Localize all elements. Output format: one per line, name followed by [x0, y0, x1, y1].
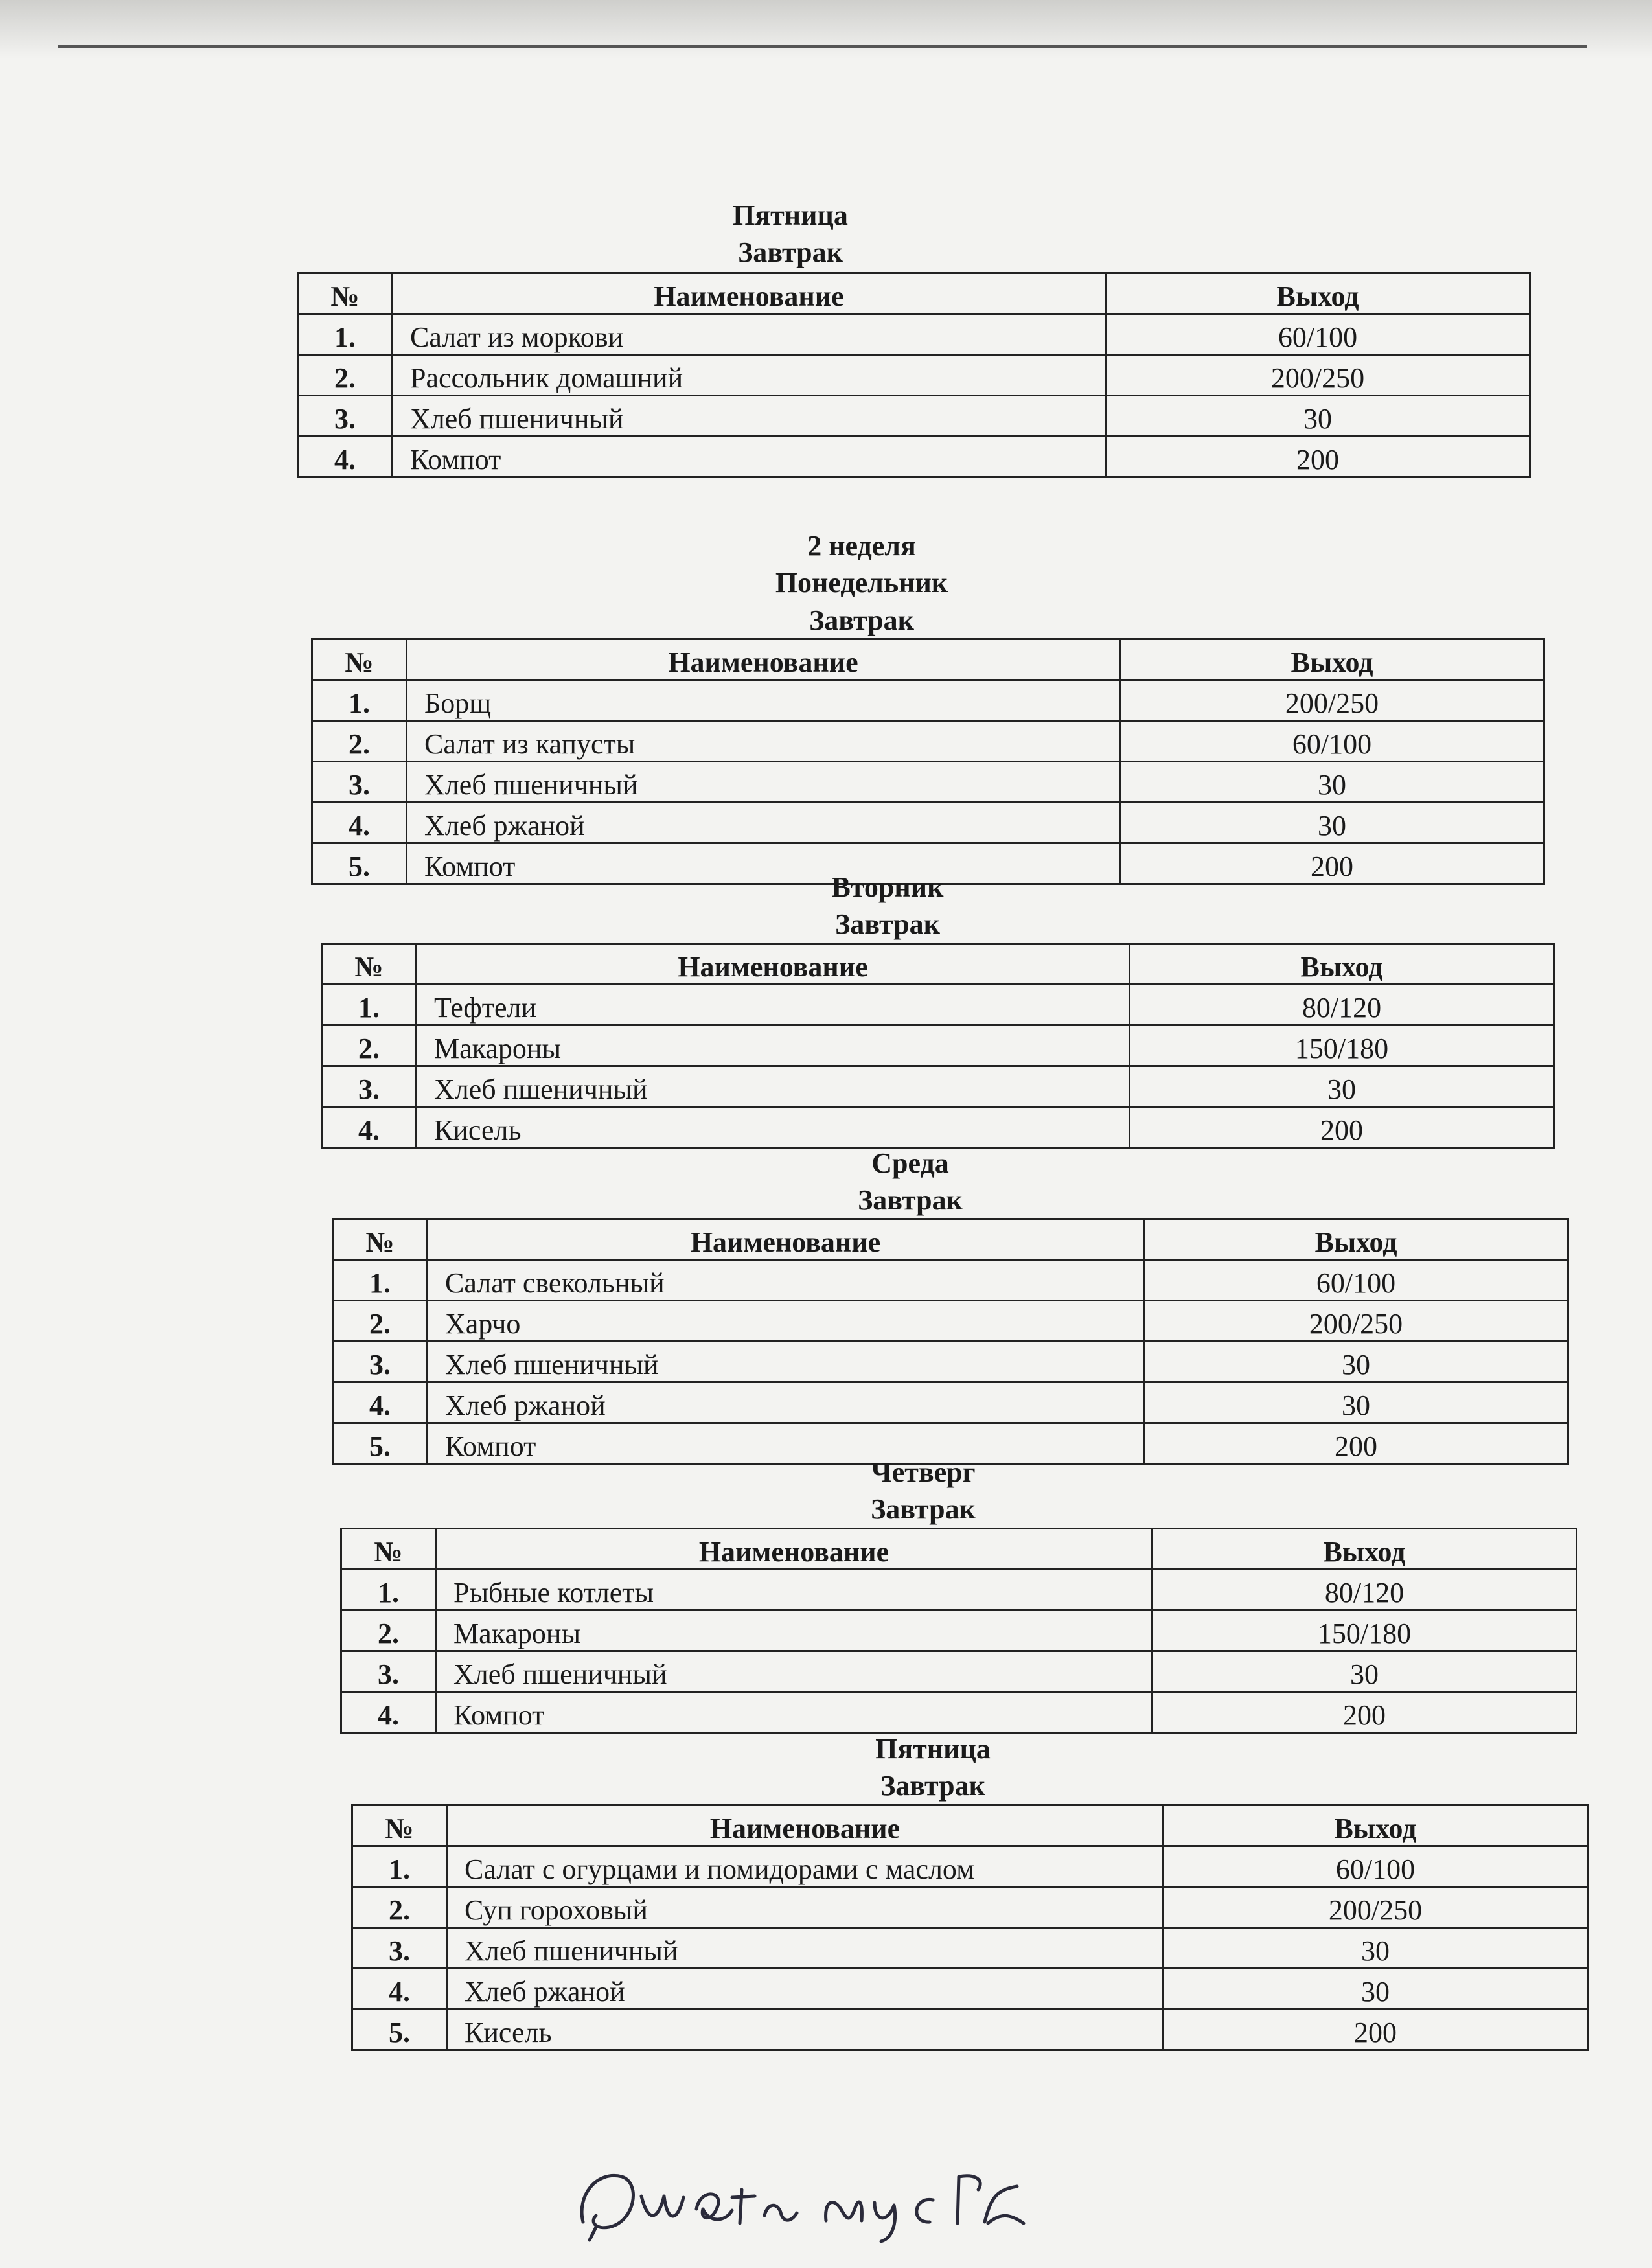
row-name: Хлеб ржаной	[447, 1969, 1164, 2010]
scan-edge-shadow	[0, 0, 1652, 58]
row-name: Рыбные котлеты	[436, 1570, 1153, 1610]
row-output: 80/120	[1153, 1570, 1577, 1610]
row-name: Рассольник домашний	[393, 355, 1106, 396]
row-output: 30	[1106, 396, 1530, 437]
meal-title: Завтрак	[880, 1770, 985, 1802]
col-header-num: №	[333, 1219, 428, 1260]
meal-title: Завтрак	[858, 1184, 963, 1216]
table-row	[352, 1846, 1588, 1887]
row-output: 200	[1120, 843, 1544, 884]
row-num: 4.	[298, 437, 393, 477]
row-output: 150/180	[1130, 1025, 1554, 1066]
table-row	[333, 1342, 1568, 1382]
row-name: Харчо	[428, 1301, 1144, 1342]
col-header-num: №	[341, 1529, 436, 1570]
col-header-output: Выход	[1144, 1219, 1568, 1260]
row-output: 200	[1153, 1692, 1577, 1733]
menu-table	[311, 638, 1545, 885]
row-name: Компот	[407, 843, 1120, 884]
row-output: 30	[1144, 1382, 1568, 1423]
row-name: Компот	[428, 1423, 1144, 1464]
table-row	[312, 803, 1544, 843]
row-num: 4.	[341, 1692, 436, 1733]
row-name: Хлеб пшеничный	[436, 1651, 1153, 1692]
row-num: 4.	[333, 1382, 428, 1423]
row-name: Хлеб ржаной	[428, 1382, 1144, 1423]
table-header-row	[298, 273, 1530, 314]
table-header-row	[322, 944, 1554, 985]
col-header-output: Выход	[1153, 1529, 1577, 1570]
row-num: 3.	[333, 1342, 428, 1382]
row-output: 200	[1130, 1107, 1554, 1148]
col-header-num: №	[322, 944, 417, 985]
row-num: 2.	[352, 1887, 447, 1928]
row-num: 3.	[352, 1928, 447, 1969]
row-name: Хлеб пшеничный	[407, 762, 1120, 803]
table-row	[333, 1382, 1568, 1423]
meal-title: Завтрак	[809, 604, 914, 636]
row-output: 30	[1164, 1928, 1588, 1969]
col-header-output: Выход	[1120, 639, 1544, 680]
table-row	[322, 985, 1554, 1025]
row-num: 2.	[322, 1025, 417, 1066]
row-output: 200/250	[1164, 1887, 1588, 1928]
row-name: Компот	[393, 437, 1106, 477]
row-num: 1.	[298, 314, 393, 355]
meal-title: Завтрак	[738, 236, 843, 268]
table-row	[352, 2010, 1588, 2050]
row-name: Хлеб пшеничный	[417, 1066, 1130, 1107]
row-output: 30	[1120, 803, 1544, 843]
row-num: 5.	[333, 1423, 428, 1464]
table-header-row	[352, 1805, 1588, 1846]
row-name: Хлеб ржаной	[407, 803, 1120, 843]
day-title: Четверг	[871, 1456, 976, 1488]
table-row	[352, 1928, 1588, 1969]
row-num: 5.	[352, 2010, 447, 2050]
row-output: 30	[1144, 1342, 1568, 1382]
row-output: 60/100	[1106, 314, 1530, 355]
day-title: Понедельник	[775, 567, 948, 599]
row-name: Хлеб пшеничный	[393, 396, 1106, 437]
row-output: 200/250	[1106, 355, 1530, 396]
table-row	[298, 314, 1530, 355]
menu-table	[297, 272, 1531, 478]
row-output: 60/100	[1144, 1260, 1568, 1301]
col-header-name: Наименование	[393, 273, 1106, 314]
row-output: 200	[1106, 437, 1530, 477]
row-output: 200/250	[1144, 1301, 1568, 1342]
col-header-name: Наименование	[436, 1529, 1153, 1570]
table-row	[322, 1066, 1554, 1107]
table-row	[298, 355, 1530, 396]
row-name: Салат с огурцами и помидорами с маслом	[447, 1846, 1164, 1887]
col-header-output: Выход	[1164, 1805, 1588, 1846]
row-name: Борщ	[407, 680, 1120, 721]
col-header-name: Наименование	[407, 639, 1120, 680]
row-num: 1.	[352, 1846, 447, 1887]
table-header-row	[333, 1219, 1568, 1260]
menu-table	[332, 1218, 1569, 1465]
meal-title: Завтрак	[871, 1493, 976, 1525]
row-output: 200	[1144, 1423, 1568, 1464]
row-name: Кисель	[447, 2010, 1164, 2050]
table-row	[312, 762, 1544, 803]
row-name: Компот	[436, 1692, 1153, 1733]
row-output: 60/100	[1120, 721, 1544, 762]
row-output: 30	[1164, 1969, 1588, 2010]
day-title: Пятница	[875, 1733, 991, 1765]
col-header-name: Наименование	[447, 1805, 1164, 1846]
table-header-row	[341, 1529, 1577, 1570]
table-row	[352, 1969, 1588, 2010]
row-name: Кисель	[417, 1107, 1130, 1148]
row-name: Салат из моркови	[393, 314, 1106, 355]
row-name: Салат из капусты	[407, 721, 1120, 762]
row-num: 1.	[333, 1260, 428, 1301]
row-num: 3.	[298, 396, 393, 437]
table-row	[333, 1301, 1568, 1342]
row-num: 1.	[312, 680, 407, 721]
row-output: 60/100	[1164, 1846, 1588, 1887]
row-name: Салат свекольный	[428, 1260, 1144, 1301]
col-header-name: Наименование	[428, 1219, 1144, 1260]
col-header-name: Наименование	[417, 944, 1130, 985]
row-name: Хлеб пшеничный	[447, 1928, 1164, 1969]
col-header-output: Выход	[1106, 273, 1530, 314]
table-row	[352, 1887, 1588, 1928]
table-row	[322, 1107, 1554, 1148]
row-num: 3.	[341, 1651, 436, 1692]
table-row	[312, 721, 1544, 762]
col-header-num: №	[298, 273, 393, 314]
row-num: 1.	[341, 1570, 436, 1610]
row-output: 30	[1120, 762, 1544, 803]
table-row	[341, 1610, 1577, 1651]
row-output: 150/180	[1153, 1610, 1577, 1651]
row-name: Тефтели	[417, 985, 1130, 1025]
row-name: Суп гороховый	[447, 1887, 1164, 1928]
col-header-output: Выход	[1130, 944, 1554, 985]
row-name: Макароны	[436, 1610, 1153, 1651]
row-output: 80/120	[1130, 985, 1554, 1025]
table-row	[312, 680, 1544, 721]
menu-table	[321, 943, 1555, 1149]
row-num: 4.	[322, 1107, 417, 1148]
row-num: 5.	[312, 843, 407, 884]
row-output: 30	[1130, 1066, 1554, 1107]
day-title: Вторник	[831, 871, 944, 903]
col-header-num: №	[352, 1805, 447, 1846]
table-header-row	[312, 639, 1544, 680]
table-row	[341, 1570, 1577, 1610]
row-output: 200/250	[1120, 680, 1544, 721]
row-num: 2.	[341, 1610, 436, 1651]
row-num: 3.	[322, 1066, 417, 1107]
row-num: 1.	[322, 985, 417, 1025]
row-name: Хлеб пшеничный	[428, 1342, 1144, 1382]
meal-title: Завтрак	[835, 908, 940, 940]
table-row	[298, 396, 1530, 437]
row-num: 2.	[298, 355, 393, 396]
row-num: 2.	[312, 721, 407, 762]
table-row	[333, 1260, 1568, 1301]
top-rule	[58, 45, 1587, 48]
row-num: 3.	[312, 762, 407, 803]
row-output: 30	[1153, 1651, 1577, 1692]
table-row	[341, 1692, 1577, 1733]
row-num: 4.	[312, 803, 407, 843]
menu-table	[340, 1528, 1577, 1734]
row-num: 2.	[333, 1301, 428, 1342]
handwritten-signature	[570, 2151, 1037, 2248]
table-row	[341, 1651, 1577, 1692]
table-row	[322, 1025, 1554, 1066]
menu-table	[351, 1804, 1589, 2051]
day-title: Среда	[871, 1147, 949, 1179]
col-header-num: №	[312, 639, 407, 680]
day-title: Пятница	[733, 200, 848, 231]
table-row	[298, 437, 1530, 477]
week-title: 2 неделя	[807, 530, 916, 562]
row-num: 4.	[352, 1969, 447, 2010]
row-output: 200	[1164, 2010, 1588, 2050]
row-name: Макароны	[417, 1025, 1130, 1066]
